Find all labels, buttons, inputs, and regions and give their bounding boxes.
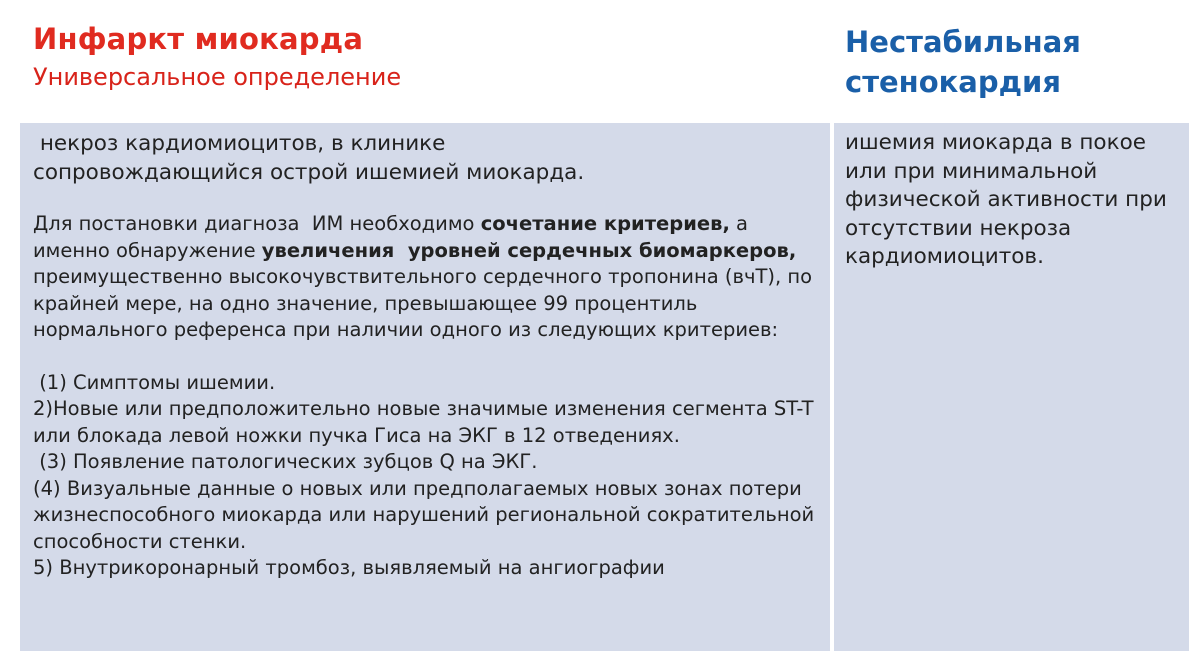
criterion-1: (1) Симптомы ишемии.: [33, 370, 276, 394]
criterion-4: (4) Визуальные данные о новых или предполагаемых новых зонах потери жизнеспособного миокарда или нарушений региональной сократительной способности стенки.: [33, 476, 815, 553]
right-title-line-1: Нестабильная: [845, 25, 1081, 59]
criterion-5: 5) Внутрикоронарный тромбоз, выявляемый на ангиографии: [33, 556, 665, 579]
right-column-title: [845, 22, 1081, 102]
header: [0, 0, 1193, 122]
intro-line-2: сопровождающийся острой ишемией миокарда.: [33, 160, 585, 185]
definition-text: [33, 129, 828, 582]
myocardial-infarction-panel: [20, 123, 830, 651]
p1-bold-d: увеличения уровней сердечных биомаркеров,: [261, 238, 797, 262]
p1-text-e: преимущественно высокочувствительного сердечного тропонина (вчТ), по крайней мере, на одно значение, превышающее 99 процентиль нормального референса при наличии одного из следующих критериев:: [33, 265, 813, 341]
intro-line-1: некроз кардиомиоцитов, в клинике: [33, 131, 446, 156]
angina-definition: ишемия миокарда в покое или при минимальной физической активности при отсутствии некроза кардиомиоцитов.: [845, 130, 1167, 269]
criterion-3: (3) Появление патологических зубцов Q на ЭКГ.: [33, 450, 538, 473]
p1-text-a: Для постановки диагноза ИМ необходимо: [33, 212, 481, 235]
p1-text-c: а именно обнаружение: [33, 212, 755, 262]
diagnosis-paragraph: [33, 211, 828, 344]
right-title-line-2: стенокардия: [845, 65, 1061, 99]
page-title: Инфаркт миокарда: [33, 22, 364, 56]
intro: [33, 129, 828, 187]
p1-bold-b: сочетание критериев,: [480, 212, 730, 235]
unstable-angina-panel: [834, 123, 1189, 651]
page-subtitle: Универсальное определение: [33, 63, 402, 91]
criterion-2: 2)Новые или предположительно новые значимые изменения сегмента ST-T или блокада левой ножки пучка Гиса на ЭКГ в 12 отведениях.: [33, 397, 814, 447]
